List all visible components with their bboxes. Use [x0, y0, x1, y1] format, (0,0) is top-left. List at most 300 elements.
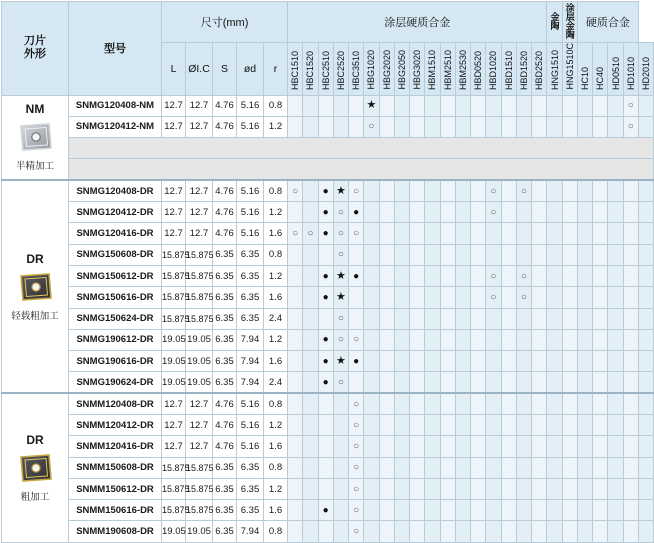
grade-cell — [516, 329, 531, 350]
recommendation-open-icon: ○ — [292, 185, 299, 197]
grade-cell — [547, 500, 562, 521]
grade-cell — [364, 287, 379, 308]
grade-cell — [425, 351, 440, 372]
grade-cell — [501, 457, 516, 478]
grade-cell — [486, 478, 501, 499]
grade-cell — [333, 308, 348, 329]
grade-cell — [532, 329, 547, 350]
grade-cell — [440, 95, 455, 116]
grade-label: HBM2530 — [457, 49, 468, 90]
grade-cell — [394, 116, 409, 137]
grade-cell — [349, 244, 364, 265]
grade-cell — [562, 393, 577, 414]
grade-cell — [425, 265, 440, 286]
grade-cell — [455, 180, 470, 201]
model-cell[interactable]: SNMG150616-DR — [69, 287, 162, 308]
grade-cell — [303, 457, 318, 478]
dim-cell-r: 1.2 — [264, 116, 288, 137]
grade-cell — [532, 521, 547, 542]
header-carbide: 硬质合金 — [577, 2, 638, 43]
grade-cell — [516, 116, 531, 137]
model-cell[interactable]: SNMM120416-DR — [69, 436, 162, 457]
grade-cell — [547, 223, 562, 244]
grade-cell — [349, 180, 364, 201]
grade-cell — [410, 308, 425, 329]
model-cell[interactable]: SNMG190616-DR — [69, 351, 162, 372]
grade-cell — [608, 478, 623, 499]
dim-cell-ic: 19.05 — [186, 372, 213, 393]
dim-cell-ic: 15.875 — [186, 244, 213, 265]
grade-cell — [547, 457, 562, 478]
grade-cell — [318, 265, 333, 286]
model-cell[interactable]: SNMM150612-DR — [69, 478, 162, 499]
header-grade-hbg2020 — [379, 43, 394, 96]
grade-cell — [303, 414, 318, 435]
dim-cell-ic: 19.05 — [186, 351, 213, 372]
model-cell[interactable]: SNMG120408-DR — [69, 180, 162, 201]
grade-cell — [486, 116, 501, 137]
grade-cell — [410, 202, 425, 223]
grade-cell — [333, 265, 348, 286]
grade-label: HD1010 — [625, 56, 636, 90]
grade-cell — [501, 414, 516, 435]
dim-cell-ic: 15.875 — [186, 478, 213, 499]
grade-cell — [318, 414, 333, 435]
grade-cell — [349, 223, 364, 244]
grade-cell — [349, 500, 364, 521]
grade-cell — [471, 500, 486, 521]
grade-cell — [455, 457, 470, 478]
grade-cell — [577, 457, 592, 478]
grade-cell — [379, 223, 394, 244]
dim-cell-l: 12.7 — [162, 223, 186, 244]
grade-cell — [425, 308, 440, 329]
grade-cell — [608, 457, 623, 478]
grade-cell — [471, 287, 486, 308]
header-grade-hbc3510 — [349, 43, 364, 96]
grade-cell — [638, 351, 653, 372]
recommendation-fill-icon: ● — [322, 185, 329, 197]
model-cell[interactable]: SNMM120408-DR — [69, 393, 162, 414]
grade-cell — [379, 457, 394, 478]
dim-cell-d: 7.94 — [237, 329, 264, 350]
grade-cell — [638, 457, 653, 478]
grade-cell — [440, 244, 455, 265]
grade-cell — [425, 116, 440, 137]
model-cell[interactable]: SNMM190608-DR — [69, 521, 162, 542]
dim-cell-l: 15.875 — [162, 244, 186, 265]
grade-cell — [425, 244, 440, 265]
grade-cell — [318, 351, 333, 372]
grade-cell — [394, 329, 409, 350]
model-cell[interactable]: SNMM150616-DR — [69, 500, 162, 521]
grade-cell — [303, 202, 318, 223]
grade-cell — [455, 521, 470, 542]
chipbreaker-code: DR — [26, 251, 44, 266]
shape-cell-nm-0 — [2, 95, 69, 180]
recommendation-fill-icon: ● — [322, 227, 329, 239]
header-grade-hd1010 — [623, 43, 638, 96]
grade-cell — [547, 244, 562, 265]
grade-cell — [394, 521, 409, 542]
grade-cell — [608, 95, 623, 116]
grade-cell — [364, 244, 379, 265]
grade-cell — [288, 500, 303, 521]
grade-cell — [425, 287, 440, 308]
grade-cell — [532, 436, 547, 457]
grade-cell — [593, 457, 608, 478]
recommendation-open-icon: ○ — [490, 270, 497, 282]
grade-cell — [303, 393, 318, 414]
grade-cell — [318, 372, 333, 393]
grade-cell — [303, 329, 318, 350]
insert-grade-table — [1, 1, 654, 543]
grade-cell — [455, 436, 470, 457]
grade-cell — [501, 329, 516, 350]
recommendation-open-icon: ○ — [627, 100, 634, 112]
grade-cell — [486, 500, 501, 521]
grade-cell — [562, 457, 577, 478]
dim-cell-r: 0.8 — [264, 95, 288, 116]
grade-cell — [638, 244, 653, 265]
grade-cell — [394, 95, 409, 116]
grade-cell — [364, 223, 379, 244]
grade-cell — [333, 500, 348, 521]
grade-cell — [410, 329, 425, 350]
grade-cell — [501, 478, 516, 499]
grade-cell — [516, 202, 531, 223]
grade-cell — [364, 180, 379, 201]
grade-cell — [471, 414, 486, 435]
grade-cell — [577, 308, 592, 329]
grade-cell — [471, 521, 486, 542]
grade-cell — [379, 95, 394, 116]
grade-cell — [562, 244, 577, 265]
grade-cell — [501, 351, 516, 372]
grade-cell — [394, 414, 409, 435]
recommendation-fill-icon: ● — [353, 206, 360, 218]
grade-cell — [532, 244, 547, 265]
dim-cell-s: 4.76 — [213, 202, 237, 223]
grade-cell — [532, 180, 547, 201]
grade-cell — [394, 180, 409, 201]
grade-cell — [333, 180, 348, 201]
grade-cell — [318, 436, 333, 457]
grade-cell — [349, 457, 364, 478]
dim-cell-r: 0.8 — [264, 457, 288, 478]
dim-cell-d: 5.16 — [237, 116, 264, 137]
grade-cell — [333, 287, 348, 308]
recommendation-open-icon: ○ — [337, 249, 344, 261]
grade-cell — [440, 180, 455, 201]
model-cell[interactable]: SNMG150608-DR — [69, 244, 162, 265]
dim-cell-r: 0.8 — [264, 393, 288, 414]
grade-cell — [623, 521, 638, 542]
grade-cell — [349, 265, 364, 286]
grade-cell — [440, 202, 455, 223]
grade-cell — [425, 521, 440, 542]
grade-cell — [577, 478, 592, 499]
grade-cell — [638, 180, 653, 201]
model-cell[interactable]: SNMG150624-DR — [69, 308, 162, 329]
grade-cell — [440, 308, 455, 329]
grade-cell — [623, 308, 638, 329]
grade-cell — [547, 265, 562, 286]
dim-cell-r: 0.8 — [264, 521, 288, 542]
grade-cell — [394, 457, 409, 478]
grade-cell — [394, 478, 409, 499]
grade-cell — [425, 393, 440, 414]
grade-cell — [364, 351, 379, 372]
dim-cell-ic: 12.7 — [186, 116, 213, 137]
grade-cell — [547, 95, 562, 116]
header-grade-hd2010 — [638, 43, 653, 96]
grade-cell — [349, 521, 364, 542]
grade-cell — [638, 372, 653, 393]
grade-cell — [455, 265, 470, 286]
grade-cell — [501, 202, 516, 223]
grade-cell — [547, 372, 562, 393]
grade-cell — [577, 116, 592, 137]
grade-cell — [333, 329, 348, 350]
grade-cell — [593, 414, 608, 435]
grade-cell — [593, 521, 608, 542]
grade-cell — [364, 308, 379, 329]
grade-cell — [333, 457, 348, 478]
grade-label: HBC3510 — [351, 50, 362, 90]
grade-cell — [501, 265, 516, 286]
grade-label: HBG2050 — [396, 50, 407, 90]
grade-cell — [410, 478, 425, 499]
recommendation-open-icon: ○ — [520, 270, 527, 282]
grade-cell — [471, 116, 486, 137]
dim-cell-s: 6.35 — [213, 372, 237, 393]
dim-cell-d: 6.35 — [237, 478, 264, 499]
grade-cell — [486, 351, 501, 372]
recommendation-star-icon: ★ — [336, 269, 346, 282]
grade-cell — [440, 436, 455, 457]
model-cell[interactable]: SNMG190612-DR — [69, 329, 162, 350]
grade-cell — [623, 95, 638, 116]
grade-cell — [318, 521, 333, 542]
grade-cell — [547, 180, 562, 201]
grade-cell — [562, 500, 577, 521]
grade-label: HBC1520 — [305, 50, 316, 90]
grade-label: HD2010 — [641, 56, 651, 90]
grade-cell — [623, 457, 638, 478]
recommendation-fill-icon: ● — [322, 206, 329, 218]
dim-cell-r: 0.8 — [264, 244, 288, 265]
grade-cell — [577, 393, 592, 414]
header-grade-hbd1520 — [516, 43, 531, 96]
grade-cell — [638, 308, 653, 329]
grade-cell — [516, 436, 531, 457]
grade-cell — [486, 223, 501, 244]
grade-cell — [593, 223, 608, 244]
grade-cell — [516, 95, 531, 116]
dim-cell-d: 5.16 — [237, 393, 264, 414]
grade-cell — [471, 265, 486, 286]
grade-cell — [638, 500, 653, 521]
grade-cell — [410, 436, 425, 457]
grade-cell — [547, 116, 562, 137]
grade-cell — [471, 351, 486, 372]
grade-cell — [440, 265, 455, 286]
grade-cell — [410, 95, 425, 116]
grade-cell — [486, 521, 501, 542]
grade-label: HBC2520 — [335, 50, 346, 90]
application-caption: 粗加工 — [20, 491, 50, 503]
grade-cell — [410, 457, 425, 478]
recommendation-fill-icon: ● — [322, 504, 329, 516]
dim-cell-s: 4.76 — [213, 180, 237, 201]
grade-cell — [501, 436, 516, 457]
dim-cell-ic: 12.7 — [186, 393, 213, 414]
dim-cell-l: 15.875 — [162, 308, 186, 329]
model-cell[interactable]: SNMG120412-NM — [69, 116, 162, 137]
grade-cell — [623, 244, 638, 265]
grade-cell — [593, 287, 608, 308]
dim-cell-ic: 12.7 — [186, 223, 213, 244]
grade-cell — [471, 223, 486, 244]
model-cell[interactable]: SNMG120412-DR — [69, 202, 162, 223]
grade-cell — [516, 521, 531, 542]
grade-cell — [486, 308, 501, 329]
grade-cell — [349, 372, 364, 393]
model-cell[interactable]: SNMM120412-DR — [69, 414, 162, 435]
grade-cell — [303, 500, 318, 521]
model-cell[interactable]: SNMG150612-DR — [69, 265, 162, 286]
recommendation-fill-icon: ● — [322, 291, 329, 303]
grade-cell — [623, 287, 638, 308]
grade-cell — [516, 393, 531, 414]
grade-cell — [608, 116, 623, 137]
grade-cell — [394, 436, 409, 457]
table-row — [2, 436, 654, 457]
grade-cell — [562, 287, 577, 308]
grade-cell — [349, 329, 364, 350]
grade-cell — [532, 202, 547, 223]
grade-cell — [303, 372, 318, 393]
grade-cell — [516, 478, 531, 499]
dim-cell-d: 6.35 — [237, 265, 264, 286]
header-grade-hbm1510 — [425, 43, 440, 96]
model-cell[interactable]: SNMG190624-DR — [69, 372, 162, 393]
grade-label: HBD0520 — [473, 50, 484, 90]
grade-cell — [394, 351, 409, 372]
grade-cell — [303, 95, 318, 116]
grade-cell — [471, 372, 486, 393]
grade-cell — [318, 457, 333, 478]
grade-cell — [410, 223, 425, 244]
grade-cell — [516, 180, 531, 201]
grade-cell — [547, 202, 562, 223]
grade-cell — [532, 500, 547, 521]
grade-cell — [577, 372, 592, 393]
header-grade-hbg3020 — [410, 43, 425, 96]
grade-cell — [349, 202, 364, 223]
grade-cell — [364, 372, 379, 393]
model-cell[interactable]: SNMG120408-NM — [69, 95, 162, 116]
grade-cell — [471, 95, 486, 116]
grade-cell — [455, 329, 470, 350]
grade-cell — [562, 414, 577, 435]
table-row — [2, 95, 654, 116]
recommendation-open-icon: ○ — [353, 462, 360, 474]
grade-cell — [623, 202, 638, 223]
dim-cell-s: 4.76 — [213, 116, 237, 137]
grade-cell — [593, 180, 608, 201]
grade-label: HC40 — [595, 66, 606, 90]
grade-cell — [501, 180, 516, 201]
grade-cell — [516, 308, 531, 329]
grade-cell — [501, 116, 516, 137]
grade-cell — [638, 223, 653, 244]
grade-cell — [440, 223, 455, 244]
dim-cell-s: 6.35 — [213, 308, 237, 329]
grade-cell — [516, 265, 531, 286]
grade-cell — [623, 180, 638, 201]
grade-cell — [333, 521, 348, 542]
grade-cell — [562, 521, 577, 542]
dim-cell-ic: 12.7 — [186, 436, 213, 457]
grade-cell — [638, 287, 653, 308]
dim-cell-l: 12.7 — [162, 116, 186, 137]
grade-cell — [288, 265, 303, 286]
grade-cell — [379, 500, 394, 521]
dim-cell-r: 1.2 — [264, 329, 288, 350]
dim-cell-d: 6.35 — [237, 244, 264, 265]
grade-cell — [516, 244, 531, 265]
grade-cell — [410, 116, 425, 137]
grade-cell — [623, 414, 638, 435]
grade-cell — [562, 329, 577, 350]
grade-cell — [562, 223, 577, 244]
dim-cell-r: 2.4 — [264, 308, 288, 329]
grade-cell — [394, 372, 409, 393]
grade-cell — [547, 329, 562, 350]
dim-cell-r: 2.4 — [264, 372, 288, 393]
header-grade-hbg2050 — [394, 43, 409, 96]
product-table-container — [1, 1, 653, 538]
dim-cell-d: 6.35 — [237, 308, 264, 329]
table-row — [2, 500, 654, 521]
dim-cell-r: 1.2 — [264, 478, 288, 499]
grade-cell — [486, 202, 501, 223]
dim-cell-l: 12.7 — [162, 414, 186, 435]
grade-cell — [608, 521, 623, 542]
model-cell[interactable]: SNMG120416-DR — [69, 223, 162, 244]
grade-cell — [593, 308, 608, 329]
grade-cell — [593, 372, 608, 393]
header-coated-carbide: 涂层硬质合金 — [288, 2, 547, 43]
dim-cell-r: 1.6 — [264, 223, 288, 244]
grade-cell — [410, 414, 425, 435]
grade-cell — [577, 414, 592, 435]
grade-cell — [608, 223, 623, 244]
grade-cell — [455, 308, 470, 329]
header-dim-4: r — [264, 43, 288, 96]
dim-cell-ic: 12.7 — [186, 95, 213, 116]
model-cell[interactable]: SNMM150608-DR — [69, 457, 162, 478]
grade-cell — [547, 393, 562, 414]
dim-cell-l: 15.875 — [162, 500, 186, 521]
grade-cell — [471, 180, 486, 201]
grade-cell — [486, 180, 501, 201]
dim-cell-s: 4.76 — [213, 393, 237, 414]
grade-cell — [638, 521, 653, 542]
header-grade-hbd1020 — [486, 43, 501, 96]
